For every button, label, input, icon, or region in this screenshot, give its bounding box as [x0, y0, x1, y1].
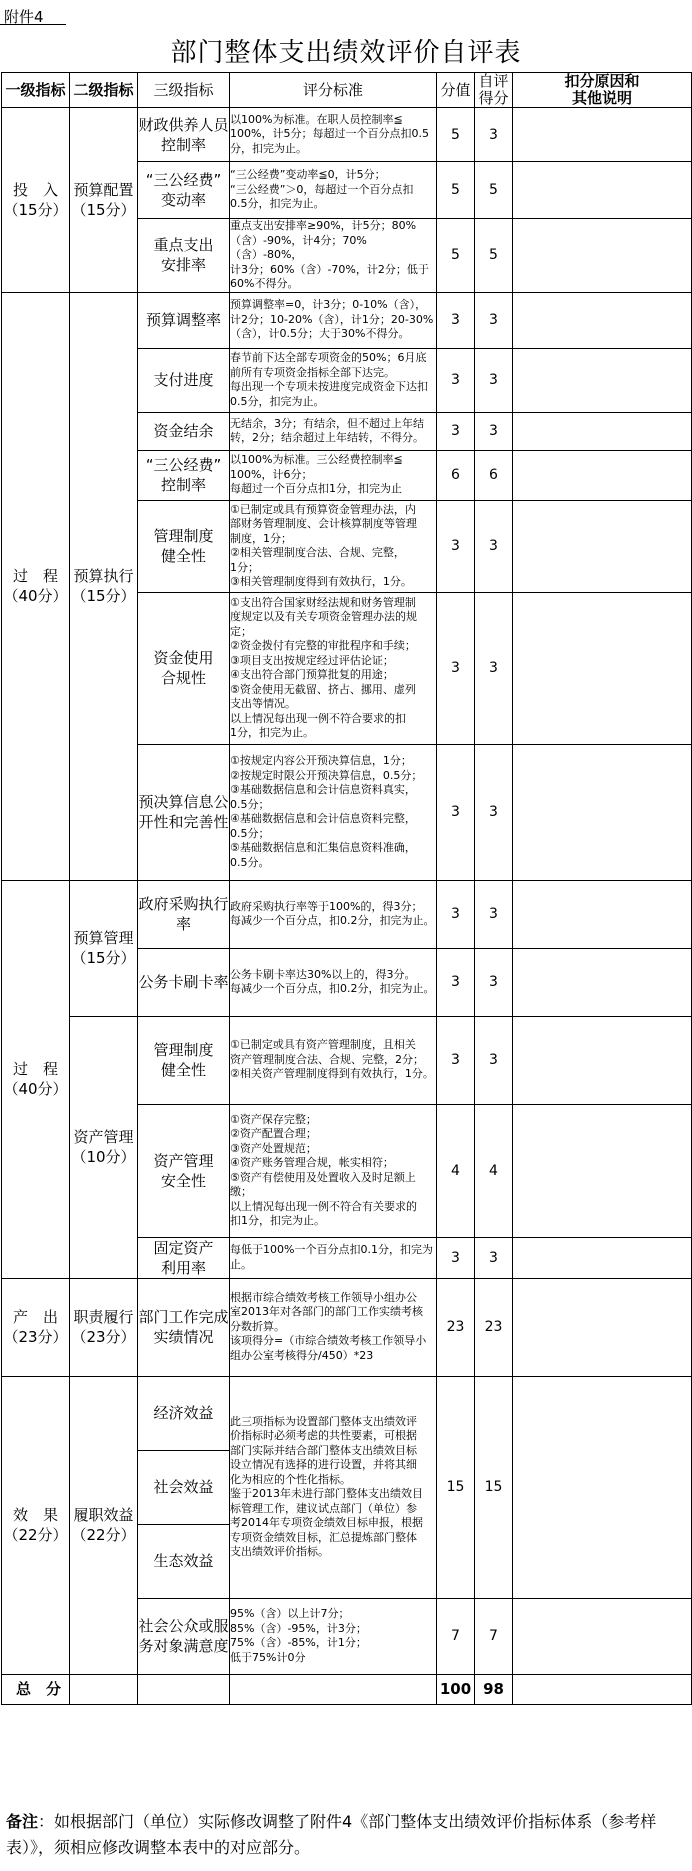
score-value: 23: [437, 1278, 475, 1376]
level3-indicator: 社会效益: [138, 1450, 230, 1524]
footnote: [6, 1809, 686, 1861]
remarks-cell: [513, 1278, 692, 1376]
total-score: 100: [437, 1674, 475, 1704]
self-score-value: 3: [475, 1016, 513, 1104]
footnote-label: 备注: [6, 1812, 39, 1831]
remarks-cell: [513, 219, 692, 293]
level3-indicator: “三公经费” 变动率: [138, 162, 230, 219]
self-score-value: 3: [475, 1237, 513, 1278]
level3-indicator: 公务卡刷卡率: [138, 948, 230, 1016]
table-row: [2, 880, 692, 948]
criteria-text: 此三项指标为设置部门整体支出绩效评 价指标时必须考虑的共性要素，可根据 部门实际并结合部门整体支出绩效目标 设立情况有选择的进行设置，并将其细 化为相应的个性化指标。 鉴于2013年未进行部门整体支出绩效目 标管理工作，建议试点部门（单位）参 考2014年专项资金绩效目标申报，根据 专项资金绩效目标，汇总提炼部门整体 支出绩效评价指标。: [230, 1376, 437, 1598]
level2-budget-management: 预算管理 （15分）: [70, 880, 138, 1016]
total-self-score: 98: [475, 1674, 513, 1704]
level3-indicator: 社会公众或服 务对象满意度: [138, 1598, 230, 1674]
criteria-text: 春节前下达全部专项资金的50%；6月底 前所有专项资金指标全部下达完。 每出现一个专项未按进度完成资金下达扣 0.5分，扣完为止。: [230, 348, 437, 412]
level3-indicator: 资金使用 合规性: [138, 592, 230, 744]
criteria-text: 以100%为标准。三公经费控制率≦ 100%，计6分； 每超过一个百分点扣1分，扣完为止: [230, 450, 437, 500]
score-value: 3: [437, 500, 475, 592]
remarks-cell: [513, 1674, 692, 1704]
remarks-cell: [513, 744, 692, 880]
self-score-value: 3: [475, 348, 513, 412]
remarks-cell: [513, 292, 692, 348]
level1-input: 投 入 （15分）: [2, 108, 70, 293]
criteria-text: 无结余，3分；有结余，但不超过上年结 转，2分；结余超过上年结转，不得分。: [230, 412, 437, 450]
level3-indicator: 政府采购执行 率: [138, 880, 230, 948]
header-level3: 三级指标: [138, 73, 230, 108]
level1-output: 产 出 （23分）: [2, 1278, 70, 1376]
table-row: [2, 108, 692, 162]
remarks-cell: [513, 162, 692, 219]
level2-budget-allocation: 预算配置 （15分）: [70, 108, 138, 293]
empty-cell: [230, 1674, 437, 1704]
criteria-text: 95%（含）以上计7分； 85%（含）-95%，计3分； 75%（含）-85%，计1分； 低于75%计0分: [230, 1598, 437, 1674]
empty-cell: [138, 1674, 230, 1704]
criteria-text: 每低于100%一个百分点扣0.1分，扣完为 止。: [230, 1237, 437, 1278]
header-level1: 一级指标: [2, 73, 70, 108]
level3-indicator: 财政供养人员 控制率: [138, 108, 230, 162]
header-remarks: 扣分原因和 其他说明: [513, 73, 692, 108]
score-value: 3: [437, 348, 475, 412]
criteria-text: 以100%为标准。在职人员控制率≦ 100%，计5分；每超过一个百分点扣0.5 分，扣完为止。: [230, 108, 437, 162]
score-value: 15: [437, 1376, 475, 1598]
remarks-cell: [513, 450, 692, 500]
criteria-text: 根据市综合绩效考核工作领导小组办公 室2013年对各部门的部门工作实绩考核 分数折算。 该项得分=（市综合绩效考核工作领导小 组办公室考核得分/450）*23: [230, 1278, 437, 1376]
level3-indicator: 支付进度: [138, 348, 230, 412]
empty-cell: [70, 1674, 138, 1704]
remarks-cell: [513, 880, 692, 948]
attachment-divider: [0, 24, 66, 25]
level2-asset-management: 资产管理 （10分）: [70, 1016, 138, 1278]
level1-effect: 效 果 （22分）: [2, 1376, 70, 1674]
score-value: 5: [437, 219, 475, 293]
level3-indicator: 固定资产 利用率: [138, 1237, 230, 1278]
remarks-cell: [513, 1016, 692, 1104]
self-score-value: 23: [475, 1278, 513, 1376]
remarks-cell: [513, 348, 692, 412]
remarks-cell: [513, 948, 692, 1016]
level3-indicator: 资金结余: [138, 412, 230, 450]
criteria-text: ①已制定或具有资产管理制度，且相关 资产管理制度合法、合规、完整，2分； ②相关资产管理制度得到有效执行，1分。: [230, 1016, 437, 1104]
level3-indicator: 经济效益: [138, 1376, 230, 1450]
header-level2: 二级指标: [70, 73, 138, 108]
criteria-text: 公务卡刷卡率达30%以上的，得3分。 每减少一个百分点，扣0.2分，扣完为止。: [230, 948, 437, 1016]
header-self-score: 自评 得分: [475, 73, 513, 108]
score-value: 6: [437, 450, 475, 500]
score-value: 3: [437, 592, 475, 744]
score-value: 3: [437, 292, 475, 348]
criteria-text: ①已制定或具有预算资金管理办法，内 部财务管理制度、会计核算制度等管理 制度，1分； ②相关管理制度合法、合规、完整， 1分； ③相关管理制度得到有效执行，1分。: [230, 500, 437, 592]
level3-indicator: 生态效益: [138, 1524, 230, 1598]
level3-indicator: 部门工作完成 实绩情况: [138, 1278, 230, 1376]
level1-process: 过 程 （40分）: [2, 292, 70, 880]
level3-indicator: “三公经费” 控制率: [138, 450, 230, 500]
self-score-value: 3: [475, 500, 513, 592]
level2-duty-performance: 职责履行 （23分）: [70, 1278, 138, 1376]
level2-duty-benefit: 履职效益 （22分）: [70, 1376, 138, 1674]
criteria-text: 政府采购执行率等于100%的，得3分； 每减少一个百分点，扣0.2分，扣完为止。: [230, 880, 437, 948]
self-score-value: 3: [475, 108, 513, 162]
criteria-text: ①资产保存完整； ②资产配置合理； ③资产处置规范； ④资产账务管理合规，帐实相符； ⑤资产有偿使用及处置收入及时足额上 缴； 以上情况每出现一例不符合有关要求的 扣1分，扣完为止。: [230, 1104, 437, 1237]
remarks-cell: [513, 592, 692, 744]
self-score-value: 3: [475, 744, 513, 880]
criteria-text: 重点支出安排率≥90%，计5分；80% （含）-90%，计4分；70%（含）-80%， 计3分；60%（含）-70%，计2分；低于 60%不得分。: [230, 219, 437, 293]
page-title: 部门整体支出绩效评价自评表: [170, 38, 522, 68]
score-value: 3: [437, 412, 475, 450]
header-score: 分值: [437, 73, 475, 108]
score-value: 3: [437, 1237, 475, 1278]
self-score-value: 3: [475, 292, 513, 348]
remarks-cell: [513, 500, 692, 592]
score-value: 5: [437, 108, 475, 162]
score-value: 4: [437, 1104, 475, 1237]
table-row: [2, 292, 692, 348]
self-score-value: 3: [475, 880, 513, 948]
self-score-value: 15: [475, 1376, 513, 1598]
attachment-label: 附件4: [4, 8, 44, 26]
evaluation-table: [1, 72, 692, 1705]
self-score-value: 3: [475, 948, 513, 1016]
total-row: [2, 1674, 692, 1704]
level3-indicator: 管理制度 健全性: [138, 500, 230, 592]
table-row: [2, 1278, 692, 1376]
header-row: [2, 73, 692, 108]
remarks-cell: [513, 1104, 692, 1237]
level3-indicator: 预算调整率: [138, 292, 230, 348]
table-row: [2, 1376, 692, 1450]
self-score-value: 3: [475, 412, 513, 450]
criteria-text: ①支出符合国家财经法规和财务管理制 度规定以及有关专项资金管理办法的规 定； ②资金拨付有完整的审批程序和手续； ③项目支出按规定经过评估论证； ④支出符合部门预算批复的用途； ⑤资金使用无截留、挤占、挪用、虚列 支出等情况。 以上情况每出现一例不符合要求的扣 1分，扣完为止。: [230, 592, 437, 744]
criteria-text: ①按规定内容公开预决算信息，1分； ②按规定时限公开预决算信息，0.5分； ③基础数据信息和会计信息资料真实， 0.5分； ④基础数据信息和会计信息资料完整， 0.5分； ⑤基础数据信息和汇集信息资料准确， 0.5分。: [230, 744, 437, 880]
footnote-text: ：如根据部门（单位）实际修改调整了附件4《部门整体支出绩效评价指标体系（参考样表）》，须相应修改调整本表中的对应部分。: [6, 1812, 657, 1857]
remarks-cell: [513, 412, 692, 450]
header-criteria: 评分标准: [230, 73, 437, 108]
remarks-cell: [513, 1598, 692, 1674]
level2-budget-execution: 预算执行 （15分）: [70, 292, 138, 880]
self-score-value: 4: [475, 1104, 513, 1237]
level3-indicator: 资产管理 安全性: [138, 1104, 230, 1237]
remarks-cell: [513, 108, 692, 162]
self-score-value: 5: [475, 162, 513, 219]
level3-indicator: 管理制度 健全性: [138, 1016, 230, 1104]
level3-indicator: 预决算信息公 开性和完善性: [138, 744, 230, 880]
total-label: 总 分: [2, 1674, 70, 1704]
criteria-text: “三公经费”变动率≦0，计5分； “三公经费”＞0，每超过一个百分点扣 0.5分，扣完为止。: [230, 162, 437, 219]
criteria-text: 预算调整率=0，计3分；0-10%（含）， 计2分；10-20%（含），计1分；20-30% （含），计0.5分；大于30%不得分。: [230, 292, 437, 348]
score-value: 3: [437, 880, 475, 948]
score-value: 3: [437, 948, 475, 1016]
remarks-cell: [513, 1376, 692, 1598]
self-score-value: 7: [475, 1598, 513, 1674]
remarks-cell: [513, 1237, 692, 1278]
table-row: [2, 1016, 692, 1104]
score-value: 5: [437, 162, 475, 219]
self-score-value: 3: [475, 592, 513, 744]
level1-process: 过 程 （40分）: [2, 880, 70, 1278]
self-score-value: 6: [475, 450, 513, 500]
score-value: 3: [437, 744, 475, 880]
level3-indicator: 重点支出 安排率: [138, 219, 230, 293]
score-value: 7: [437, 1598, 475, 1674]
self-score-value: 5: [475, 219, 513, 293]
score-value: 3: [437, 1016, 475, 1104]
